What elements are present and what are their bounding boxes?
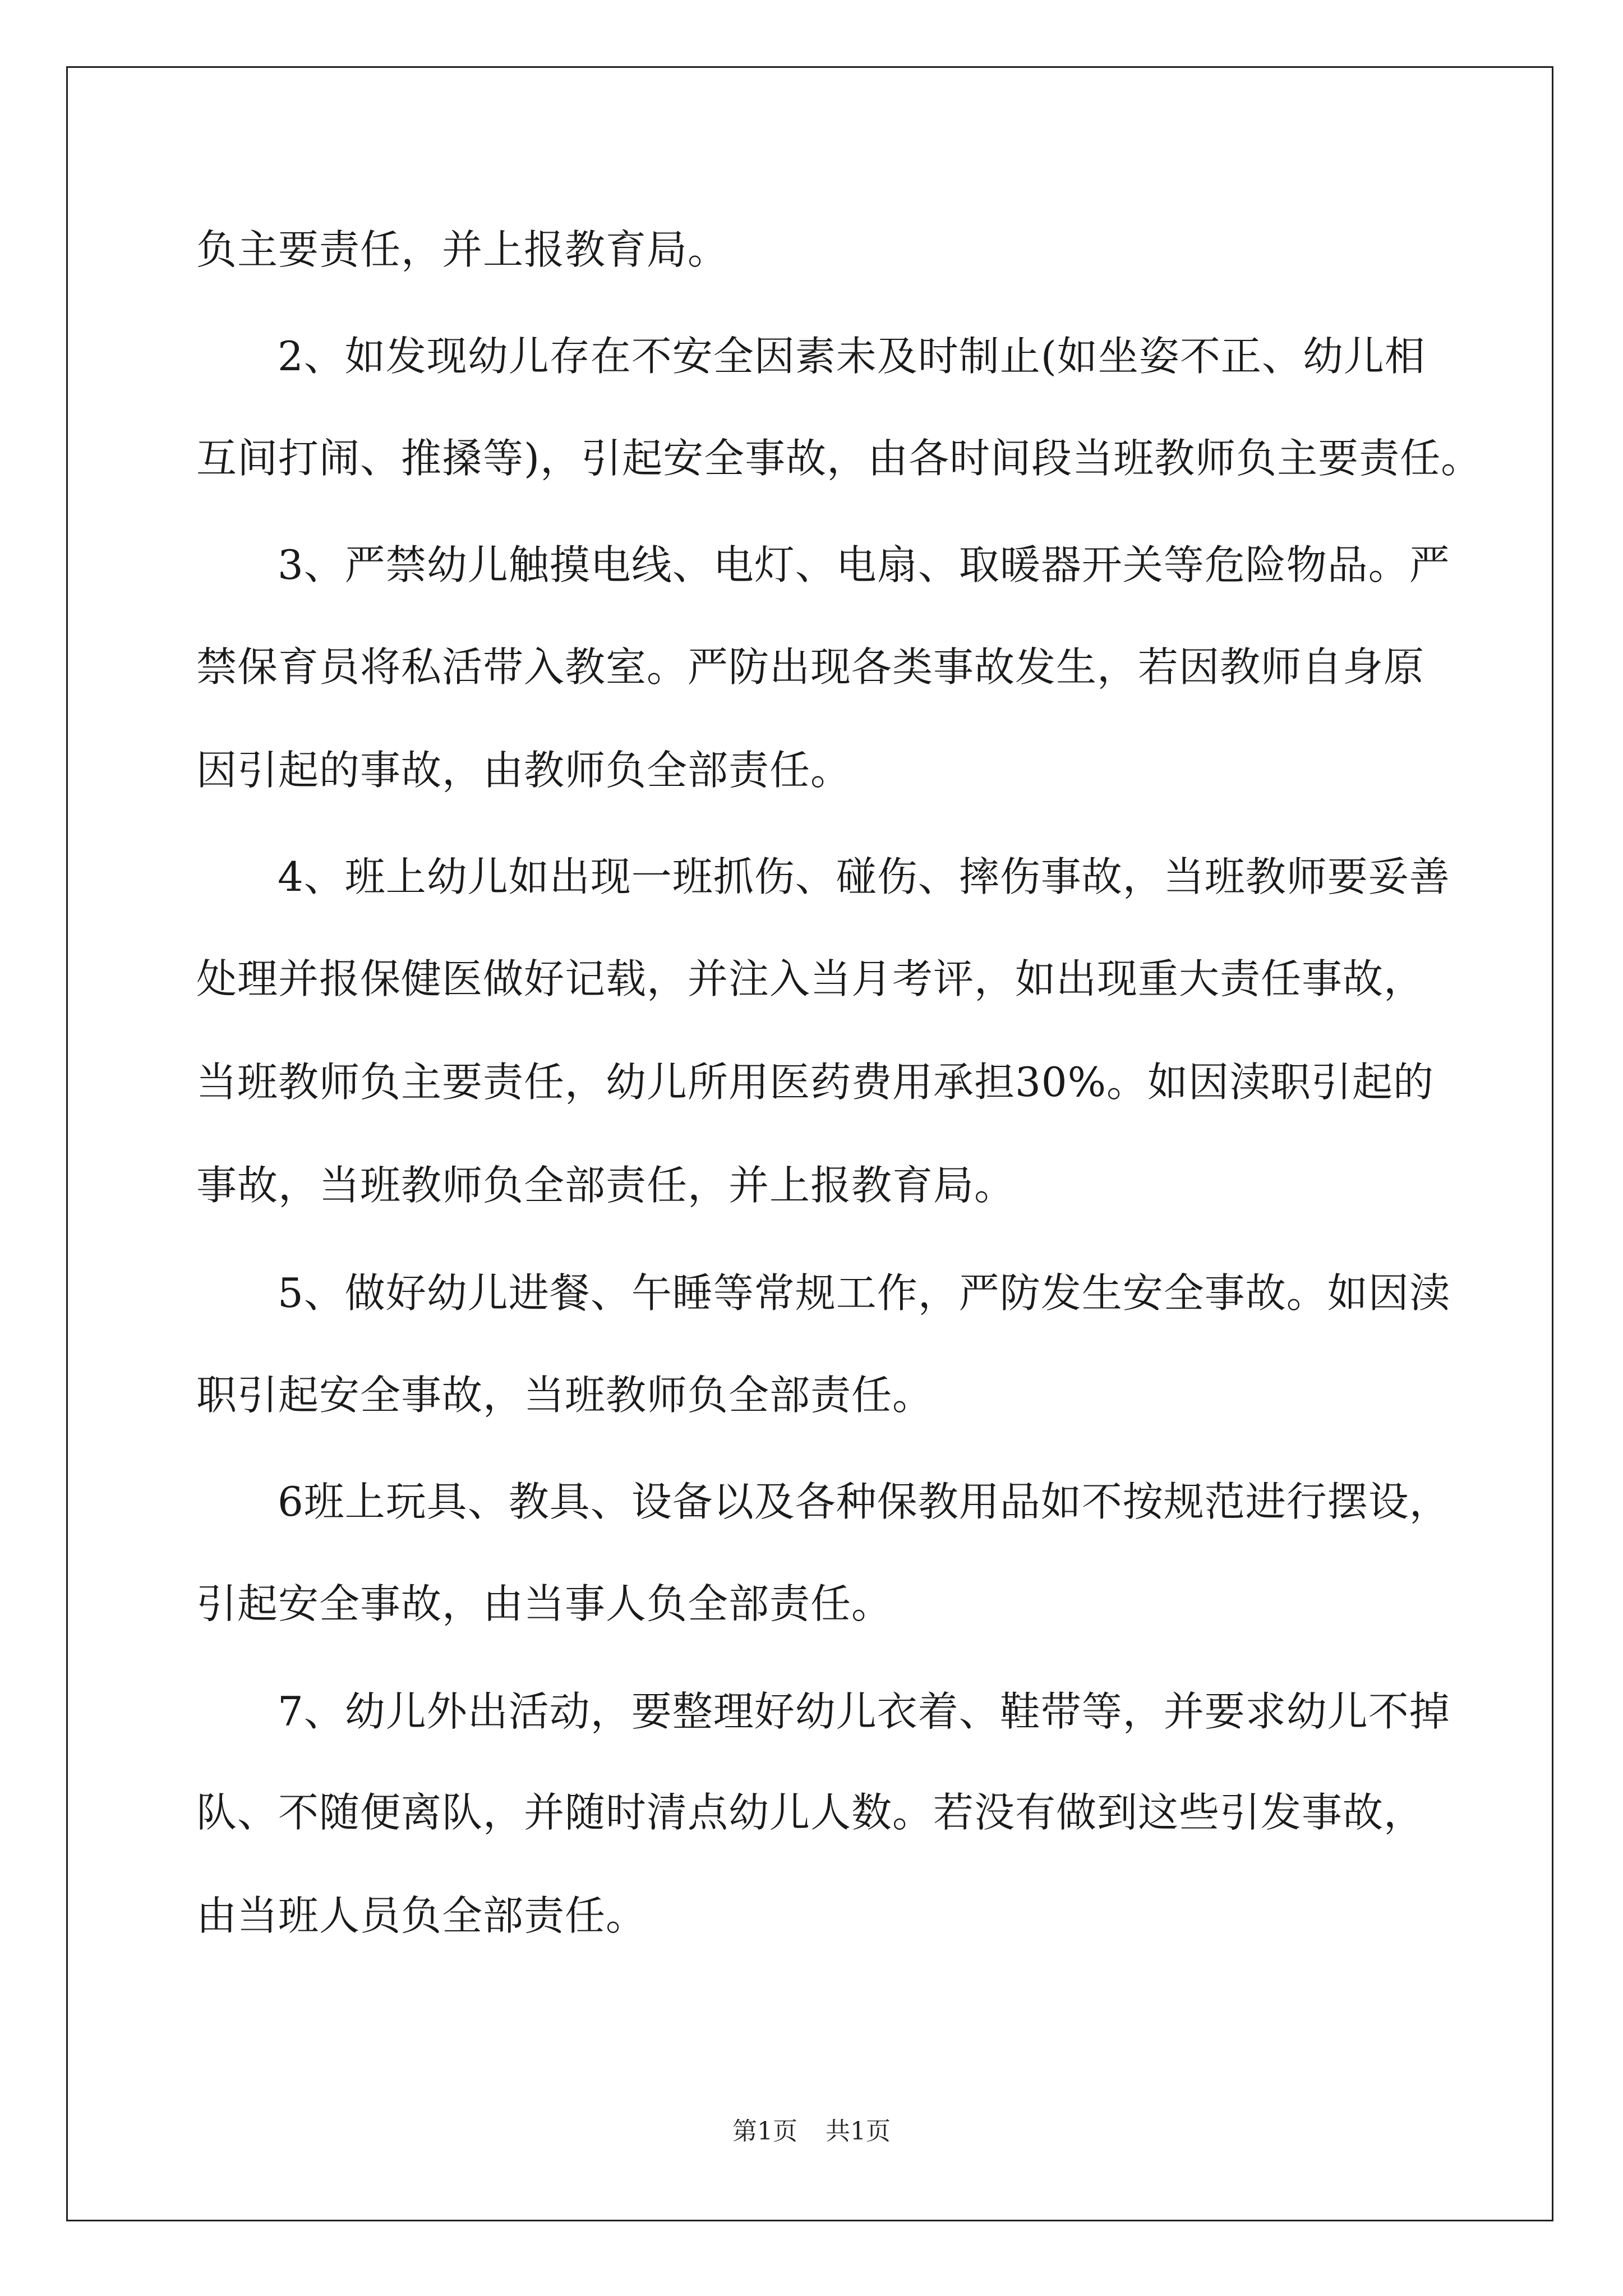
text-line: 由当班人员负全部责任。 <box>196 1892 647 1939</box>
text-line: 6班上玩具、教具、设备以及各种保教用品如不按规范进行摆设， <box>278 1478 1450 1525</box>
text-line: 当班教师负主要责任，幼儿所用医药费用承担30%。如因渎职引起的 <box>196 1059 1435 1106</box>
text-line: 5、做好幼儿进餐、午睡等常规工作，严防发生安全事故。如因渎 <box>278 1269 1450 1317</box>
text-line: 处理并报保健医做好记载，并注入当月考评，如出现重大责任事故， <box>196 955 1425 1002</box>
text-line: 引起安全事故，由当事人负全部责任。 <box>196 1580 893 1627</box>
page-number: 第1页 <box>732 2117 797 2146</box>
text-line: 互间打闹、推搡等)，引起安全事故，由各时间段当班教师负主要责任。 <box>196 435 1482 482</box>
text-line: 3、严禁幼儿触摸电线、电灯、电扇、取暖器开关等危险物品。严 <box>278 541 1450 588</box>
text-line: 2、如发现幼儿存在不安全因素未及时制止(如坐姿不正、幼儿相 <box>278 333 1426 380</box>
text-line: 4、班上幼儿如出现一班抓伤、碰伤、摔伤事故，当班教师要妥善 <box>278 853 1450 900</box>
text-line: 事故，当班教师负全部责任，并上报教育局。 <box>196 1162 1016 1209</box>
text-line: 禁保育员将私活带入教室。严防出现各类事故发生，若因教师自身原 <box>196 643 1425 691</box>
page-total: 共1页 <box>826 2117 891 2146</box>
text-line: 队、不随便离队，并随时清点幼儿人数。若没有做到这些引发事故， <box>196 1789 1425 1836</box>
text-line: 负主要责任，并上报教育局。 <box>196 226 729 273</box>
text-line: 7、幼儿外出活动，要整理好幼儿衣着、鞋带等，并要求幼儿不掉 <box>278 1688 1450 1735</box>
text-line: 职引起安全事故，当班教师负全部责任。 <box>196 1372 934 1419</box>
page-footer <box>0 2115 1623 2148</box>
text-line: 因引起的事故，由教师负全部责任。 <box>196 747 852 794</box>
